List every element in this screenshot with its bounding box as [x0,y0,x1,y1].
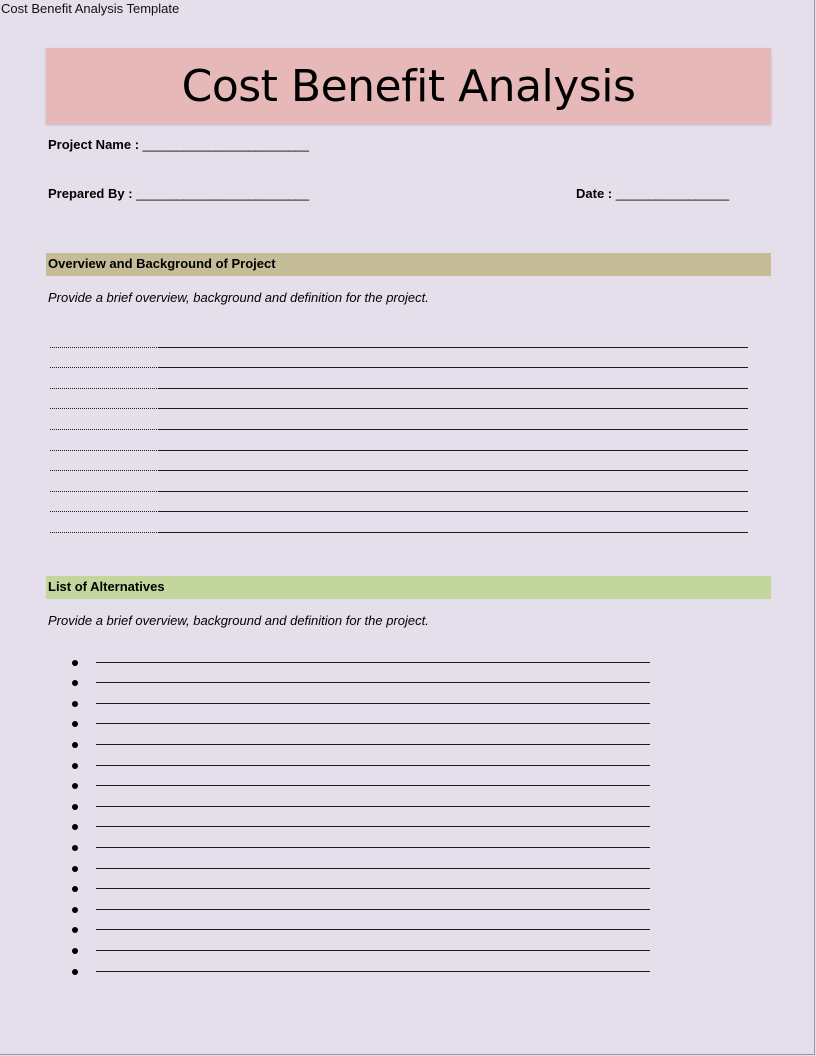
prepared-by-label: Prepared By : [48,186,133,201]
overview-writing-lines [48,327,748,533]
alternative-bullet-line[interactable] [96,951,650,972]
project-name-label: Project Name : [48,137,140,152]
bullet-icon [72,969,78,975]
overview-write-line[interactable] [48,389,748,410]
bullet-icon [72,866,78,872]
alternative-bullet-line[interactable] [96,745,650,766]
alternative-bullet-line[interactable] [96,827,650,848]
overview-write-line[interactable] [48,430,748,451]
bullet-icon [72,907,78,913]
bullet-icon [72,660,78,666]
date-blank[interactable]: _________________ [615,186,729,201]
alternatives-bullet-list [96,642,650,972]
overview-write-line[interactable] [48,492,748,513]
prepared-by-field[interactable] [48,186,309,201]
alternative-bullet-line[interactable] [96,786,650,807]
overview-write-line[interactable] [48,409,748,430]
alternative-bullet-line[interactable] [96,930,650,951]
page-title: Cost Benefit Analysis [181,60,636,112]
overview-instruction: Provide a brief overview, background and definition for the project. [48,290,429,305]
alternative-bullet-line[interactable] [96,766,650,787]
alternative-bullet-line[interactable] [96,807,650,828]
document-label: Cost Benefit Analysis Template [1,1,180,16]
overview-write-line[interactable] [48,512,748,533]
title-banner [46,48,771,124]
prepared-by-blank[interactable]: __________________________ [136,186,309,201]
bullet-icon [72,763,78,769]
alternative-bullet-line[interactable] [96,663,650,684]
alternative-bullet-line[interactable] [96,869,650,890]
bullet-icon [72,701,78,707]
overview-write-line[interactable] [48,451,748,472]
alternative-bullet-line[interactable] [96,910,650,931]
alternative-bullet-line[interactable] [96,642,650,663]
date-label: Date : [576,186,613,201]
overview-write-line[interactable] [48,471,748,492]
overview-write-line[interactable] [48,368,748,389]
alternative-bullet-line[interactable] [96,889,650,910]
bullet-icon [72,948,78,954]
overview-write-line[interactable] [48,348,748,369]
overview-section-heading: Overview and Background of Project [46,253,771,276]
bullet-icon [72,742,78,748]
project-name-blank[interactable]: _________________________ [142,137,309,152]
alternatives-section-heading: List of Alternatives [46,576,771,599]
date-field[interactable] [576,186,728,201]
alternative-bullet-line[interactable] [96,704,650,725]
project-name-field[interactable] [48,137,308,152]
alternative-bullet-line[interactable] [96,724,650,745]
bullet-icon [72,845,78,851]
alternative-bullet-line[interactable] [96,848,650,869]
alternatives-instruction: Provide a brief overview, background and definition for the project. [48,613,429,628]
overview-write-line[interactable] [48,327,748,348]
bullet-icon [72,804,78,810]
alternative-bullet-line[interactable] [96,683,650,704]
